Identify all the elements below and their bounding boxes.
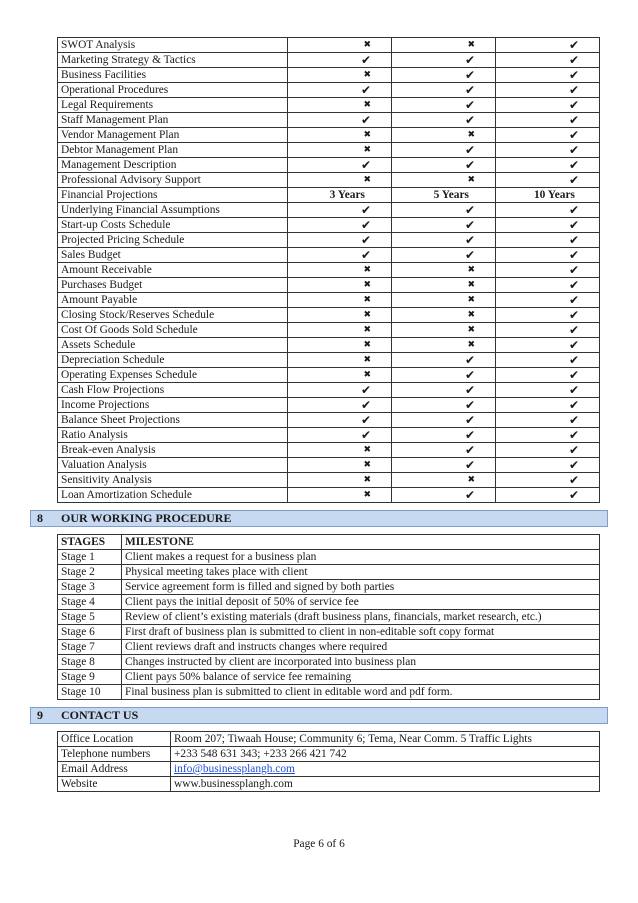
check-mark-icon: ✔ (392, 353, 496, 368)
table-row (58, 188, 600, 203)
plan-item-label: Staff Management Plan (58, 113, 288, 128)
table-row (58, 68, 600, 83)
plan-components-table (57, 37, 600, 503)
cross-mark-icon: ✖ (288, 173, 392, 188)
table-row (58, 550, 600, 565)
check-mark-icon: ✔ (392, 218, 496, 233)
table-row (58, 158, 600, 173)
plan-item-label: Valuation Analysis (58, 458, 288, 473)
check-mark-icon: ✔ (496, 203, 600, 218)
table-row (58, 595, 600, 610)
phone-label: Telephone numbers (58, 747, 171, 762)
check-mark-icon: ✔ (288, 248, 392, 263)
check-mark-icon: ✔ (288, 53, 392, 68)
stage-label: Stage 2 (58, 565, 122, 580)
table-row (58, 398, 600, 413)
section-header-contact-us (30, 707, 608, 724)
check-mark-icon: ✔ (496, 338, 600, 353)
contact-row-website (58, 777, 600, 792)
check-mark-icon: ✔ (496, 158, 600, 173)
table-header-row (58, 535, 600, 550)
check-mark-icon: ✔ (392, 398, 496, 413)
stage-milestone: Client makes a request for a business plan (122, 550, 600, 565)
plan-item-label: Income Projections (58, 398, 288, 413)
stage-milestone: Service agreement form is filled and signed by both parties (122, 580, 600, 595)
check-mark-icon: ✔ (288, 158, 392, 173)
cross-mark-icon: ✖ (288, 443, 392, 458)
cross-mark-icon: ✖ (288, 473, 392, 488)
check-mark-icon: ✔ (496, 98, 600, 113)
cross-mark-icon: ✖ (288, 128, 392, 143)
table-row (58, 610, 600, 625)
table-row (58, 173, 600, 188)
check-mark-icon: ✔ (392, 458, 496, 473)
plan-item-label: SWOT Analysis (58, 38, 288, 53)
email-link[interactable]: info@businessplangh.com (174, 763, 295, 775)
check-mark-icon: ✔ (496, 38, 600, 53)
check-mark-icon: ✔ (392, 68, 496, 83)
check-mark-icon: ✔ (496, 488, 600, 503)
check-mark-icon: ✔ (392, 383, 496, 398)
stage-milestone: Client reviews draft and instructs changes where required (122, 640, 600, 655)
check-mark-icon: ✔ (392, 158, 496, 173)
stage-milestone: Final business plan is submitted to client in editable word and pdf form. (122, 685, 600, 700)
section-title: CONTACT US (61, 708, 139, 722)
table-row (58, 323, 600, 338)
check-mark-icon: ✔ (496, 263, 600, 278)
cross-mark-icon: ✖ (392, 473, 496, 488)
cross-mark-icon: ✖ (288, 353, 392, 368)
stage-label: Stage 8 (58, 655, 122, 670)
plan-item-label: Sales Budget (58, 248, 288, 263)
milestone-header: MILESTONE (122, 535, 600, 550)
check-mark-icon: ✔ (392, 53, 496, 68)
table-row (58, 353, 600, 368)
working-procedure-table (57, 534, 600, 700)
plan-item-label: Assets Schedule (58, 338, 288, 353)
table-row (58, 580, 600, 595)
plan-item-label: Vendor Management Plan (58, 128, 288, 143)
check-mark-icon: ✔ (496, 68, 600, 83)
office-value: Room 207; Tiwaah House; Community 6; Tema, Near Comm. 5 Traffic Lights (171, 732, 600, 747)
stage-label: Stage 7 (58, 640, 122, 655)
plan-item-label: Projected Pricing Schedule (58, 233, 288, 248)
table-row (58, 383, 600, 398)
table-row (58, 428, 600, 443)
check-mark-icon: ✔ (288, 218, 392, 233)
stage-label: Stage 9 (58, 670, 122, 685)
check-mark-icon: ✔ (392, 428, 496, 443)
plan-item-label: Underlying Financial Assumptions (58, 203, 288, 218)
check-mark-icon: ✔ (392, 368, 496, 383)
check-mark-icon: ✔ (496, 458, 600, 473)
plan-item-label: Debtor Management Plan (58, 143, 288, 158)
cross-mark-icon: ✖ (288, 143, 392, 158)
stage-milestone: Changes instructed by client are incorporated into business plan (122, 655, 600, 670)
stage-label: Stage 4 (58, 595, 122, 610)
cross-mark-icon: ✖ (288, 338, 392, 353)
cross-mark-icon: ✖ (288, 263, 392, 278)
table-row (58, 38, 600, 53)
check-mark-icon: ✔ (392, 203, 496, 218)
plan-item-label: Sensitivity Analysis (58, 473, 288, 488)
check-mark-icon: ✔ (496, 128, 600, 143)
website-value: www.businessplangh.com (171, 777, 600, 792)
plan-item-label: Balance Sheet Projections (58, 413, 288, 428)
email-label: Email Address (58, 762, 171, 777)
period-header: 5 Years (392, 188, 496, 203)
table-row (58, 98, 600, 113)
table-row (58, 233, 600, 248)
check-mark-icon: ✔ (392, 83, 496, 98)
contact-row-phone (58, 747, 600, 762)
period-header: 10 Years (496, 188, 600, 203)
cross-mark-icon: ✖ (288, 458, 392, 473)
stage-milestone: Review of client’s existing materials (draft business plans, financials, market research, etc.) (122, 610, 600, 625)
check-mark-icon: ✔ (288, 233, 392, 248)
table-row (58, 338, 600, 353)
cross-mark-icon: ✖ (288, 308, 392, 323)
check-mark-icon: ✔ (496, 443, 600, 458)
plan-item-label: Operating Expenses Schedule (58, 368, 288, 383)
table-row (58, 473, 600, 488)
check-mark-icon: ✔ (496, 233, 600, 248)
check-mark-icon: ✔ (496, 53, 600, 68)
phone-value: +233 548 631 343; +233 266 421 742 (171, 747, 600, 762)
table-row (58, 278, 600, 293)
check-mark-icon: ✔ (288, 203, 392, 218)
check-mark-icon: ✔ (496, 173, 600, 188)
stage-label: Stage 1 (58, 550, 122, 565)
check-mark-icon: ✔ (496, 473, 600, 488)
table-row (58, 368, 600, 383)
plan-item-label: Amount Payable (58, 293, 288, 308)
stage-milestone: Client pays 50% balance of service fee remaining (122, 670, 600, 685)
check-mark-icon: ✔ (496, 113, 600, 128)
check-mark-icon: ✔ (288, 83, 392, 98)
cross-mark-icon: ✖ (288, 68, 392, 83)
period-header: 3 Years (288, 188, 392, 203)
contact-row-office (58, 732, 600, 747)
plan-item-label: Management Description (58, 158, 288, 173)
stage-label: Stage 3 (58, 580, 122, 595)
check-mark-icon: ✔ (496, 353, 600, 368)
contact-row-email (58, 762, 600, 777)
check-mark-icon: ✔ (392, 98, 496, 113)
section-title: OUR WORKING PROCEDURE (61, 511, 232, 525)
plan-item-label: Marketing Strategy & Tactics (58, 53, 288, 68)
table-row (58, 443, 600, 458)
contact-table (57, 731, 600, 792)
plan-item-label: Loan Amortization Schedule (58, 488, 288, 503)
stage-milestone: Physical meeting takes place with client (122, 565, 600, 580)
plan-item-label: Ratio Analysis (58, 428, 288, 443)
table-row (58, 263, 600, 278)
table-row (58, 248, 600, 263)
check-mark-icon: ✔ (392, 113, 496, 128)
cross-mark-icon: ✖ (288, 488, 392, 503)
website-label: Website (58, 777, 171, 792)
check-mark-icon: ✔ (392, 248, 496, 263)
stages-header: STAGES (58, 535, 122, 550)
table-row (58, 565, 600, 580)
plan-item-label: Business Facilities (58, 68, 288, 83)
plan-item-label: Closing Stock/Reserves Schedule (58, 308, 288, 323)
check-mark-icon: ✔ (496, 323, 600, 338)
stage-milestone: Client pays the initial deposit of 50% of service fee (122, 595, 600, 610)
check-mark-icon: ✔ (496, 248, 600, 263)
table-row (58, 458, 600, 473)
table-row (58, 53, 600, 68)
check-mark-icon: ✔ (496, 383, 600, 398)
section-number: 9 (37, 708, 43, 722)
check-mark-icon: ✔ (496, 143, 600, 158)
check-mark-icon: ✔ (288, 398, 392, 413)
plan-item-label: Amount Receivable (58, 263, 288, 278)
table-row (58, 413, 600, 428)
stage-milestone: First draft of business plan is submitted to client in non-editable soft copy format (122, 625, 600, 640)
check-mark-icon: ✔ (392, 143, 496, 158)
plan-item-label: Depreciation Schedule (58, 353, 288, 368)
cross-mark-icon: ✖ (288, 368, 392, 383)
check-mark-icon: ✔ (496, 293, 600, 308)
plan-item-label: Start-up Costs Schedule (58, 218, 288, 233)
cross-mark-icon: ✖ (288, 323, 392, 338)
table-row (58, 685, 600, 700)
check-mark-icon: ✔ (496, 368, 600, 383)
page-footer: Page 6 of 6 (293, 838, 345, 850)
check-mark-icon: ✔ (496, 398, 600, 413)
cross-mark-icon: ✖ (288, 293, 392, 308)
cross-mark-icon: ✖ (392, 263, 496, 278)
check-mark-icon: ✔ (496, 83, 600, 98)
table-row (58, 308, 600, 323)
plan-item-label: Purchases Budget (58, 278, 288, 293)
cross-mark-icon: ✖ (392, 128, 496, 143)
table-row (58, 625, 600, 640)
plan-item-label: Financial Projections (58, 188, 288, 203)
cross-mark-icon: ✖ (288, 278, 392, 293)
plan-item-label: Legal Requirements (58, 98, 288, 113)
plan-item-label: Cash Flow Projections (58, 383, 288, 398)
check-mark-icon: ✔ (392, 233, 496, 248)
table-row (58, 113, 600, 128)
stage-label: Stage 10 (58, 685, 122, 700)
check-mark-icon: ✔ (496, 308, 600, 323)
table-row (58, 128, 600, 143)
table-row (58, 488, 600, 503)
check-mark-icon: ✔ (392, 488, 496, 503)
plan-item-label: Professional Advisory Support (58, 173, 288, 188)
cross-mark-icon: ✖ (392, 338, 496, 353)
section-number: 8 (37, 511, 43, 525)
plan-item-label: Break-even Analysis (58, 443, 288, 458)
table-row (58, 293, 600, 308)
check-mark-icon: ✔ (496, 413, 600, 428)
plan-item-label: Cost Of Goods Sold Schedule (58, 323, 288, 338)
cross-mark-icon: ✖ (392, 308, 496, 323)
cross-mark-icon: ✖ (392, 278, 496, 293)
cross-mark-icon: ✖ (288, 38, 392, 53)
check-mark-icon: ✔ (496, 278, 600, 293)
cross-mark-icon: ✖ (392, 293, 496, 308)
check-mark-icon: ✔ (496, 218, 600, 233)
check-mark-icon: ✔ (392, 413, 496, 428)
section-header-working-procedure (30, 510, 608, 527)
table-row (58, 670, 600, 685)
check-mark-icon: ✔ (288, 113, 392, 128)
email-cell (171, 762, 600, 777)
table-row (58, 83, 600, 98)
table-row (58, 218, 600, 233)
cross-mark-icon: ✖ (288, 98, 392, 113)
cross-mark-icon: ✖ (392, 38, 496, 53)
table-row (58, 640, 600, 655)
table-row (58, 143, 600, 158)
table-row (58, 655, 600, 670)
check-mark-icon: ✔ (496, 428, 600, 443)
stage-label: Stage 6 (58, 625, 122, 640)
stage-label: Stage 5 (58, 610, 122, 625)
check-mark-icon: ✔ (288, 413, 392, 428)
cross-mark-icon: ✖ (392, 323, 496, 338)
check-mark-icon: ✔ (288, 383, 392, 398)
plan-item-label: Operational Procedures (58, 83, 288, 98)
check-mark-icon: ✔ (288, 428, 392, 443)
office-label: Office Location (58, 732, 171, 747)
table-row (58, 203, 600, 218)
check-mark-icon: ✔ (392, 443, 496, 458)
cross-mark-icon: ✖ (392, 173, 496, 188)
